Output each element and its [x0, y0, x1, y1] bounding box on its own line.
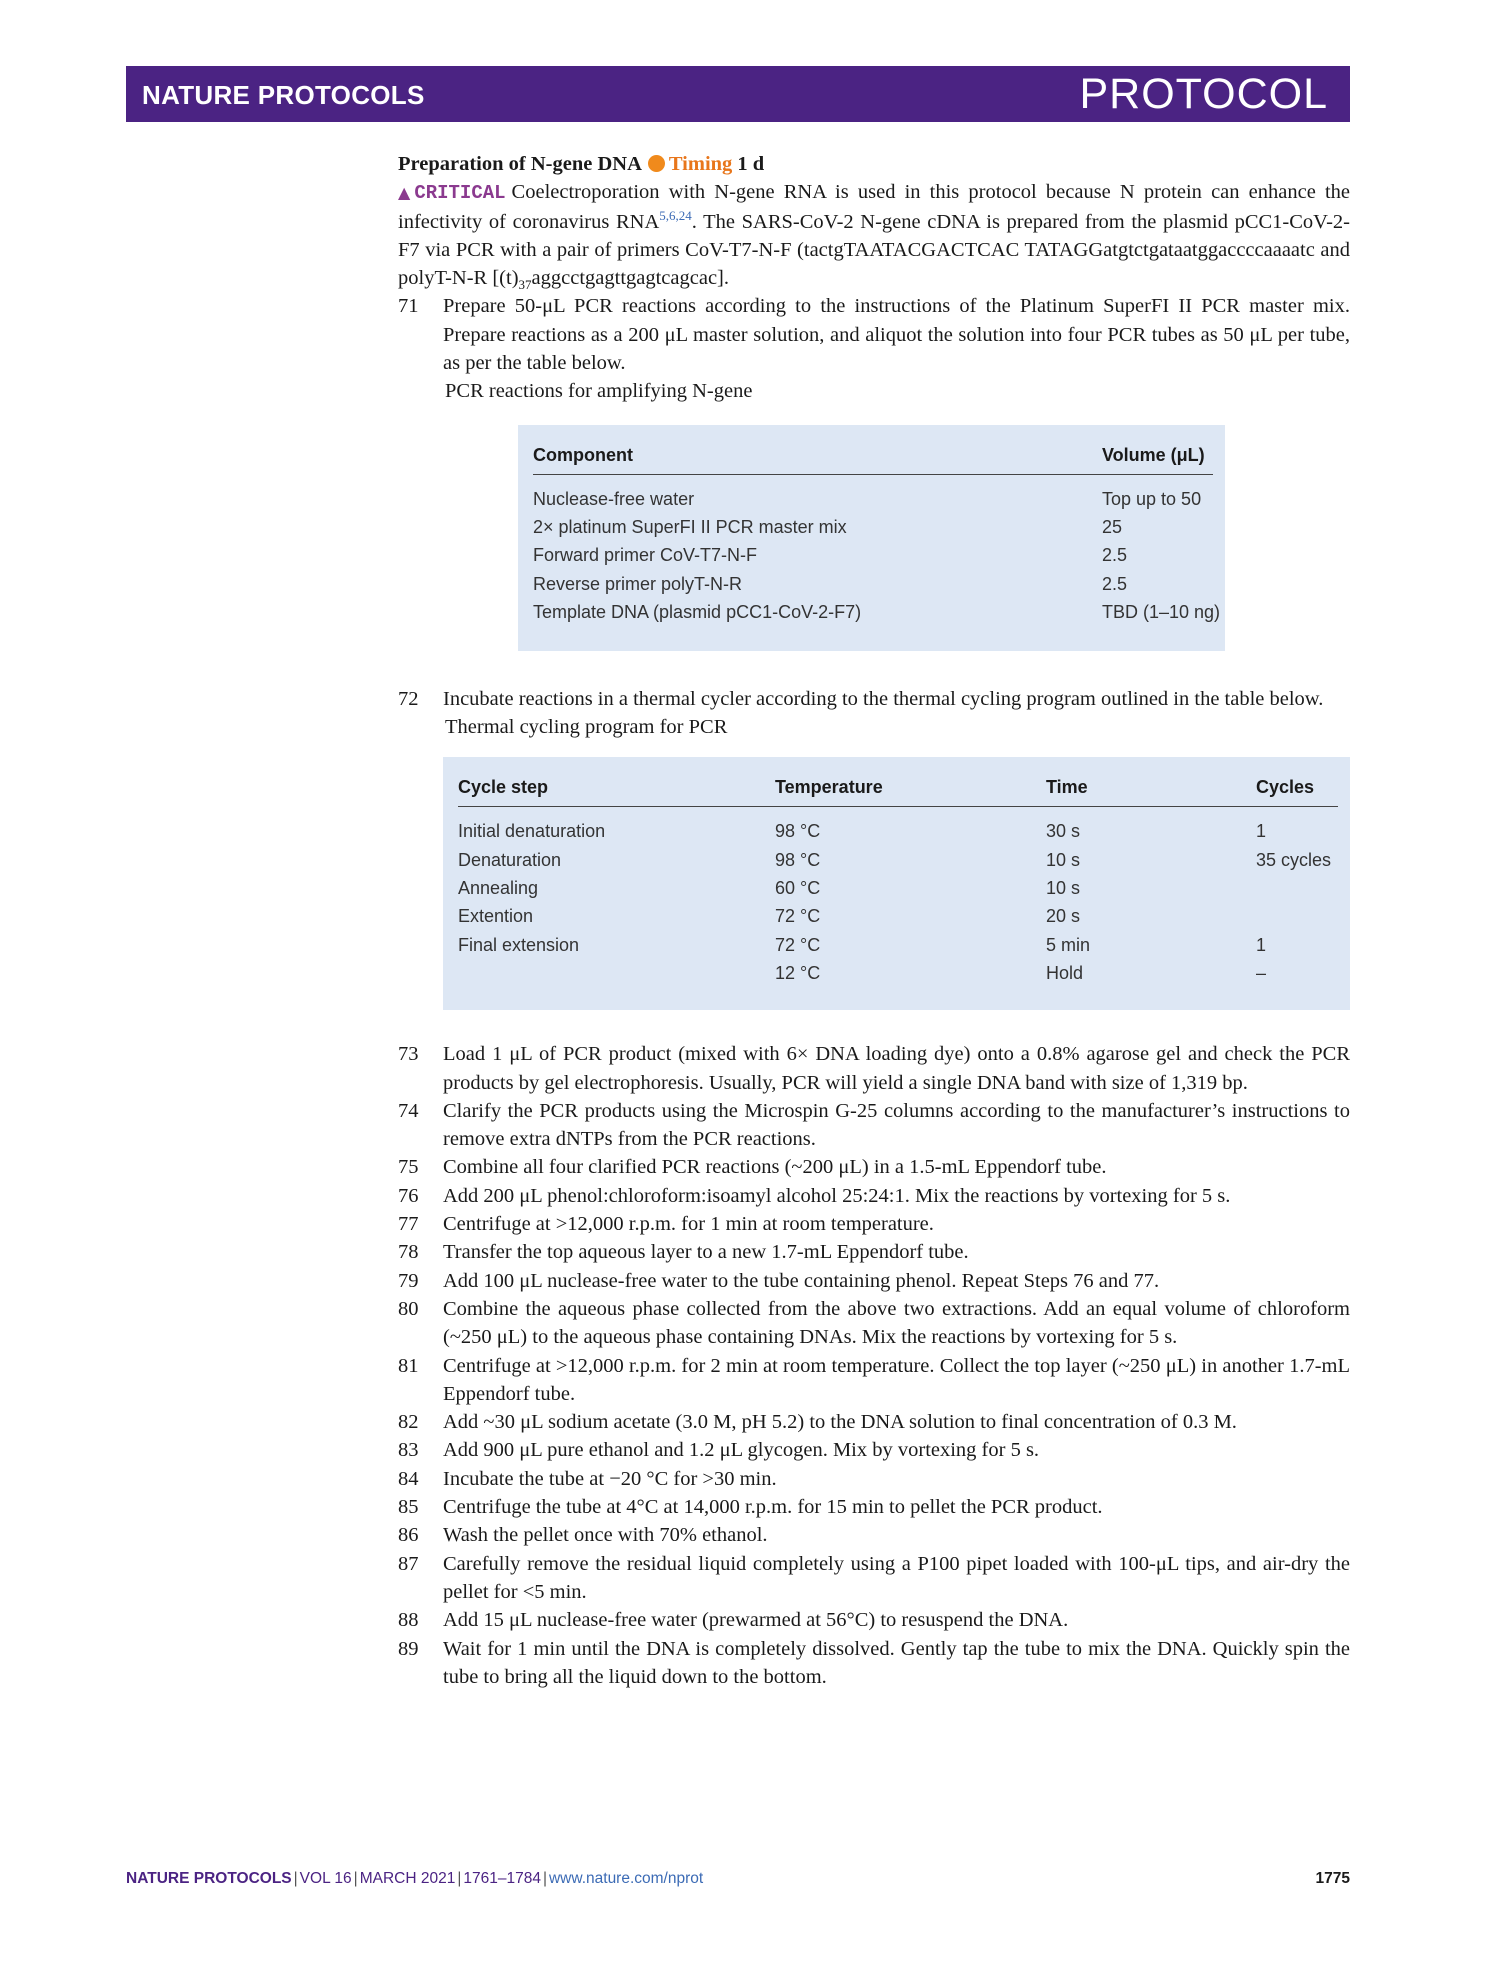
header-cell: Cycle step	[458, 777, 549, 798]
thermal-cycling-table	[443, 757, 1350, 1010]
table-cell: 98 °C	[775, 821, 821, 842]
critical-text-a: Coelectroporation with N-gene RNA is used in this protocol because N protein can enhance the infectivity of coronavirus RNA	[398, 181, 1350, 233]
step-text: Centrifuge at >12,000 r.p.m. for 1 min at room temperature.	[443, 1213, 934, 1236]
table-cell: 12 °C	[775, 963, 821, 984]
protocol-step	[398, 1436, 1350, 1464]
table-cell: Hold	[1046, 963, 1084, 984]
timing-value: 1 d	[737, 153, 765, 175]
step-text: Add 100 μL nuclease-free water to the tube containing phenol. Repeat Steps 76 and 77.	[443, 1269, 1160, 1292]
table1-caption: PCR reactions for amplifying N-gene	[445, 380, 753, 403]
table-row	[533, 541, 1225, 569]
table-row	[458, 931, 1350, 959]
table-cell: 20 s	[1046, 906, 1081, 927]
table-cell: 1	[1256, 934, 1267, 955]
header-cell: Component	[533, 444, 633, 465]
table-row	[458, 959, 1350, 987]
citation-refs[interactable]: 5,6,24	[659, 207, 692, 223]
protocol-step	[398, 685, 1350, 713]
protocol-step	[398, 1210, 1350, 1238]
table-cell: Forward primer CoV-T7-N-F	[533, 545, 758, 566]
critical-text-c: aggcctgagttgagtcagcac].	[531, 267, 730, 290]
steps-list-c	[398, 1040, 1350, 1691]
protocol-step	[398, 1521, 1350, 1549]
table-cell: Template DNA (plasmid pCC1-CoV-2-F7)	[533, 602, 862, 623]
critical-label: CRITICAL	[414, 182, 506, 205]
table-row	[458, 874, 1350, 902]
table-cell: 60 °C	[775, 878, 821, 899]
table-cell: 1	[1256, 821, 1267, 842]
table-row	[533, 485, 1225, 513]
step-number: 78	[398, 1241, 419, 1264]
table-cell: TBD (1–10 ng)	[1102, 602, 1221, 623]
step-text: Carefully remove the residual liquid completely using a P100 pipet loaded with 100-μL tips, and air-dry the pellet for <5 min.	[443, 1552, 1350, 1603]
footer-journal: NATURE PROTOCOLS	[126, 1870, 292, 1887]
step-text: Wash the pellet once with 70% ethanol.	[443, 1524, 768, 1547]
header-cell: Time	[1046, 777, 1088, 798]
step-text: Centrifuge the tube at 4°C at 14,000 r.p.m. for 15 min to pellet the PCR product.	[443, 1496, 1103, 1519]
step-number: 84	[398, 1467, 419, 1490]
table-cell: 2.5	[1102, 573, 1128, 594]
journal-name: NATURE PROTOCOLS	[142, 80, 425, 110]
step-text: Incubate reactions in a thermal cycler according to the thermal cycling program outlined in the table below.	[443, 687, 1324, 710]
protocol-step	[398, 1238, 1350, 1266]
protocol-step	[398, 1153, 1350, 1181]
step-number: 76	[398, 1184, 419, 1207]
table-cell: 10 s	[1046, 878, 1081, 899]
step-number: 86	[398, 1524, 419, 1547]
step-number: 79	[398, 1269, 419, 1292]
step-text: Add ~30 μL sodium acetate (3.0 M, pH 5.2) to the DNA solution to final concentration of 0.3 M.	[443, 1411, 1237, 1434]
footer-url-link[interactable]: www.nature.com/nprot	[548, 1870, 704, 1887]
header-cell: Cycles	[1256, 777, 1315, 798]
step-text: Combine all four clarified PCR reactions (~200 μL) in a 1.5-mL Eppendorf tube.	[443, 1156, 1107, 1179]
protocol-step	[398, 1182, 1350, 1210]
table-cell: Nuclease-free water	[533, 488, 695, 509]
section-title-text: Preparation of N-gene DNA	[398, 153, 641, 175]
table-cell: 10 s	[1046, 849, 1081, 870]
page-footer: NATURE PROTOCOLS | VOL 16 | MARCH 2021 | 1761–1784 | www.nature.com/nprot 1775	[126, 1870, 1350, 1887]
table-cell: Final extension	[458, 934, 580, 955]
step-text: Add 15 μL nuclease-free water (prewarmed at 56°C) to resuspend the DNA.	[443, 1609, 1069, 1632]
protocol-step	[398, 1352, 1350, 1409]
protocol-step	[398, 1040, 1350, 1097]
table-header	[533, 425, 1225, 475]
step-number: 89	[398, 1637, 419, 1660]
step-text: Clarify the PCR products using the Microspin G-25 columns according to the manufacturer’s instructions to remove extra dNTPs from the PCR reactions.	[443, 1099, 1350, 1151]
table-cell: 5 min	[1046, 934, 1091, 955]
footer-date: MARCH 2021	[359, 1870, 456, 1887]
steps-list-a	[398, 292, 1350, 377]
table-cell: 2× platinum SuperFI II PCR master mix	[533, 517, 847, 538]
protocol-step	[398, 1493, 1350, 1521]
table-cell: Extention	[458, 906, 534, 927]
table-row	[458, 902, 1350, 930]
step-number: 77	[398, 1213, 419, 1236]
header-cell: Volume (μL)	[1102, 444, 1205, 465]
protocol-step	[398, 1097, 1350, 1154]
step-number: 87	[398, 1552, 419, 1575]
article-type: PROTOCOL	[1079, 70, 1328, 118]
step-number: 74	[398, 1099, 419, 1122]
main-content	[398, 150, 1350, 1691]
table2-caption: Thermal cycling program for PCR	[445, 715, 728, 738]
table-header	[458, 757, 1350, 807]
table-cell: 72 °C	[775, 934, 821, 955]
protocol-step	[398, 1635, 1350, 1692]
timing-dot-icon	[648, 155, 665, 172]
step-number: 82	[398, 1411, 419, 1434]
table-row	[533, 598, 1225, 626]
table-row	[458, 817, 1350, 845]
step-text: Add 200 μL phenol:chloroform:isoamyl alcohol 25:24:1. Mix the reactions by vortexing for 5 s.	[443, 1184, 1231, 1207]
footer-pages: 1761–1784	[463, 1870, 541, 1887]
page-number: 1775	[1315, 1870, 1350, 1887]
footer-volume: VOL 16	[299, 1870, 352, 1887]
table-cell: –	[1256, 963, 1267, 984]
table-cell: 25	[1102, 517, 1123, 538]
table-row	[533, 570, 1225, 598]
protocol-step	[398, 1465, 1350, 1493]
table-row	[458, 846, 1350, 874]
step-number: 75	[398, 1156, 419, 1179]
step-text: Combine the aqueous phase collected from the above two extractions. Add an equal volume of chloroform (~250 μL) to the aqueous phase containing DNAs. Mix the reactions by vortexing for 5 s.	[443, 1297, 1350, 1349]
step-number: 88	[398, 1609, 419, 1632]
section-title	[398, 150, 1350, 178]
critical-subscript: 37	[518, 277, 532, 293]
step-number: 81	[398, 1354, 419, 1377]
protocol-step	[398, 1267, 1350, 1295]
step-number: 85	[398, 1496, 419, 1519]
step-text: Incubate the tube at −20 °C for >30 min.	[443, 1467, 777, 1490]
table-body	[458, 807, 1350, 987]
table-cell: Initial denaturation	[458, 821, 606, 842]
critical-badge	[398, 182, 506, 204]
protocol-step	[398, 1408, 1350, 1436]
step-number: 71	[398, 295, 419, 318]
table-cell: 2.5	[1102, 545, 1128, 566]
timing-label: Timing	[668, 153, 733, 175]
header-cell: Temperature	[775, 777, 883, 798]
step-number: 80	[398, 1297, 419, 1320]
table-body	[533, 475, 1225, 627]
table-cell: Reverse primer polyT-N-R	[533, 573, 743, 594]
protocol-step	[398, 1606, 1350, 1634]
step-number: 72	[398, 687, 419, 710]
step-text: Add 900 μL pure ethanol and 1.2 μL glycogen. Mix by vortexing for 5 s.	[443, 1439, 1040, 1462]
critical-text-b: . The SARS-CoV-2 N-gene cDNA is prepared from the plasmid pCC1-CoV-2-F7 via PCR with a pair of primers CoV-T7-N-F (tactgTAATACGACTCAC TATAGGatgtctgataatggaccccaaaatc and polyT-N-R [(t)	[398, 210, 1350, 290]
step-text: Prepare 50-μL PCR reactions according to the instructions of the Platinum SuperFI II PCR master mix. Prepare reactions as a 200 μL master solution, and aliquot the solution into four PCR tubes as 50 μL per tube, as per the table below.	[443, 295, 1350, 375]
table-cell: Denaturation	[458, 849, 562, 870]
pcr-reactions-table	[518, 425, 1225, 651]
table-cell: Top up to 50	[1102, 488, 1202, 509]
journal-header-bar	[126, 66, 1350, 122]
critical-note	[398, 178, 1350, 292]
critical-triangle-icon: ▲	[398, 183, 415, 203]
steps-list-b	[398, 685, 1350, 713]
step-text: Wait for 1 min until the DNA is completely dissolved. Gently tap the tube to mix the DNA. Quickly spin the tube to bring all the liquid down to the bottom.	[443, 1637, 1350, 1688]
table-cell: 35 cycles	[1256, 849, 1332, 870]
table-cell: 30 s	[1046, 821, 1081, 842]
table-cell: 98 °C	[775, 849, 821, 870]
step-number: 73	[398, 1043, 419, 1066]
protocol-step	[398, 1550, 1350, 1607]
table-cell: 72 °C	[775, 906, 821, 927]
step-number: 83	[398, 1439, 419, 1462]
table-row	[533, 513, 1225, 541]
step-text: Transfer the top aqueous layer to a new 1.7-mL Eppendorf tube.	[443, 1241, 969, 1264]
protocol-step	[398, 292, 1350, 377]
step-text: Centrifuge at >12,000 r.p.m. for 2 min at room temperature. Collect the top layer (~250 μL) in another 1.7-mL Eppendorf tube.	[443, 1354, 1350, 1405]
table-cell: Annealing	[458, 878, 539, 899]
protocol-step	[398, 1295, 1350, 1352]
step-text: Load 1 μL of PCR product (mixed with 6× DNA loading dye) onto a 0.8% agarose gel and check the PCR products by gel electrophoresis. Usually, PCR will yield a single DNA band with size of 1,319 bp.	[443, 1043, 1350, 1094]
